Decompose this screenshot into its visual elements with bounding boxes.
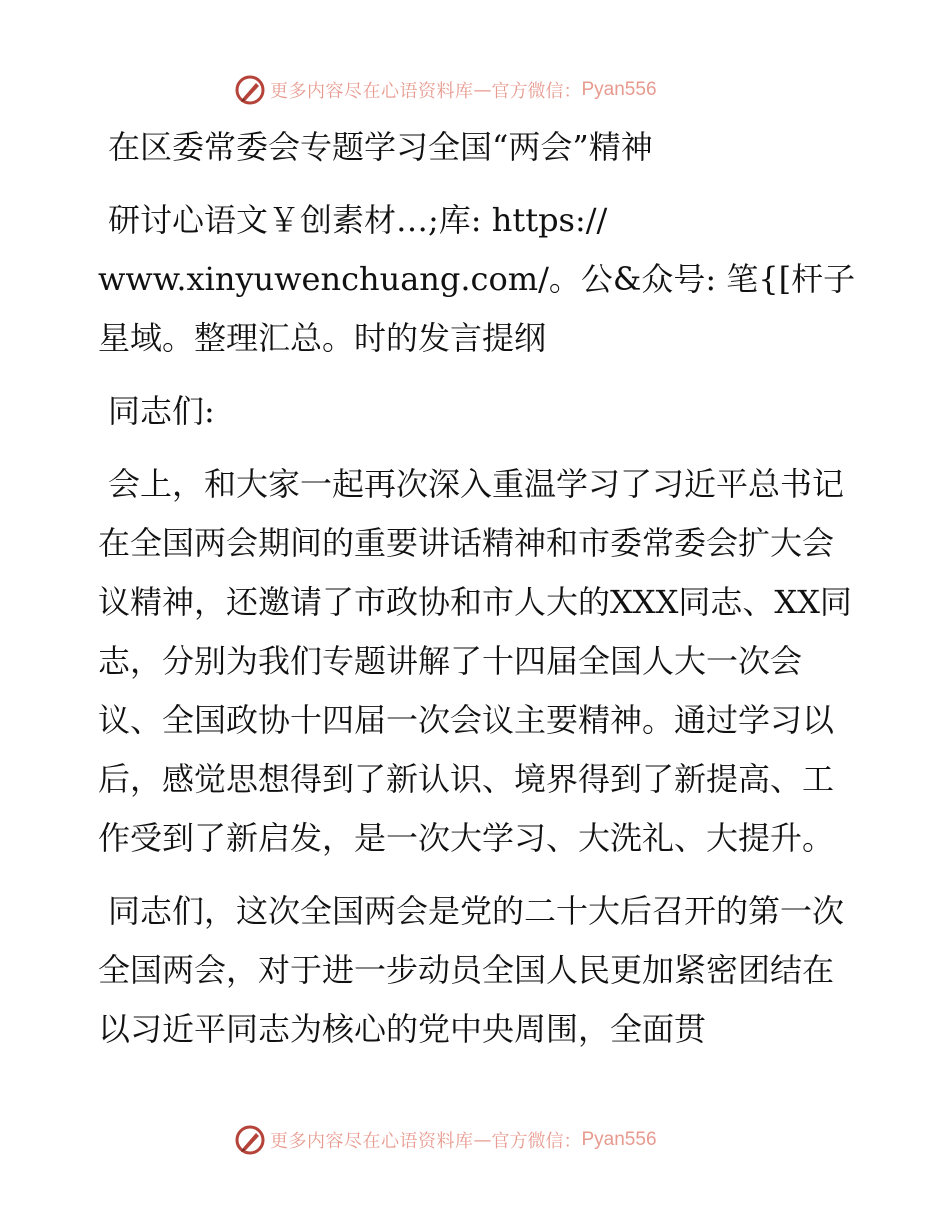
pen-logo-icon: [234, 74, 266, 106]
watermark-label: 官方微信：: [491, 1131, 582, 1152]
document-title: 在区委常委会专题学习全国“两会”精神: [108, 128, 653, 166]
header-watermark: [0, 70, 950, 110]
paragraph: 同志们，这次全国两会是党的二十大后召开的第一次全国两会，对于进一步动员全国人民更加紧密团结在以习近平同志为核心的党中央周围，全面贯: [98, 892, 845, 1048]
watermark-separator: —: [473, 1129, 492, 1151]
salutation: 同志们:: [108, 392, 215, 430]
pen-logo-icon: [234, 1124, 266, 1156]
watermark-separator: —: [473, 79, 492, 101]
watermark-wechat-id: Pyan556: [581, 1129, 657, 1150]
footer-watermark: [0, 1120, 950, 1160]
watermark-label: 官方微信：: [491, 81, 582, 102]
watermark-text: 更多内容尽在心语资料库: [270, 1131, 474, 1152]
watermark-wechat-id: Pyan556: [581, 79, 657, 100]
document-body: [98, 118, 858, 1059]
paragraph: 会上，和大家一起再次深入重温学习了习近平总书记在全国两会期间的重要讲话精神和市委常委会扩大会议精神，还邀请了市政协和市人大的XXX同志、XX同志，分别为我们专题讲解了十四届全国人大一次会议、全国政协十四届一次会议主要精神。通过学习以后，感觉思想得到了新认识、境界得到了新提高、工作受到了新启发，是一次大学习、大洗礼、大提升。: [98, 465, 852, 857]
document-subtitle: 研讨心语文￥创素材…;库: https:// www.xinyuwenchuang.com/。公&众号: 笔{[杆子星域。整理汇总。时的发言提纲: [98, 201, 856, 357]
watermark-text: 更多内容尽在心语资料库: [270, 81, 474, 102]
